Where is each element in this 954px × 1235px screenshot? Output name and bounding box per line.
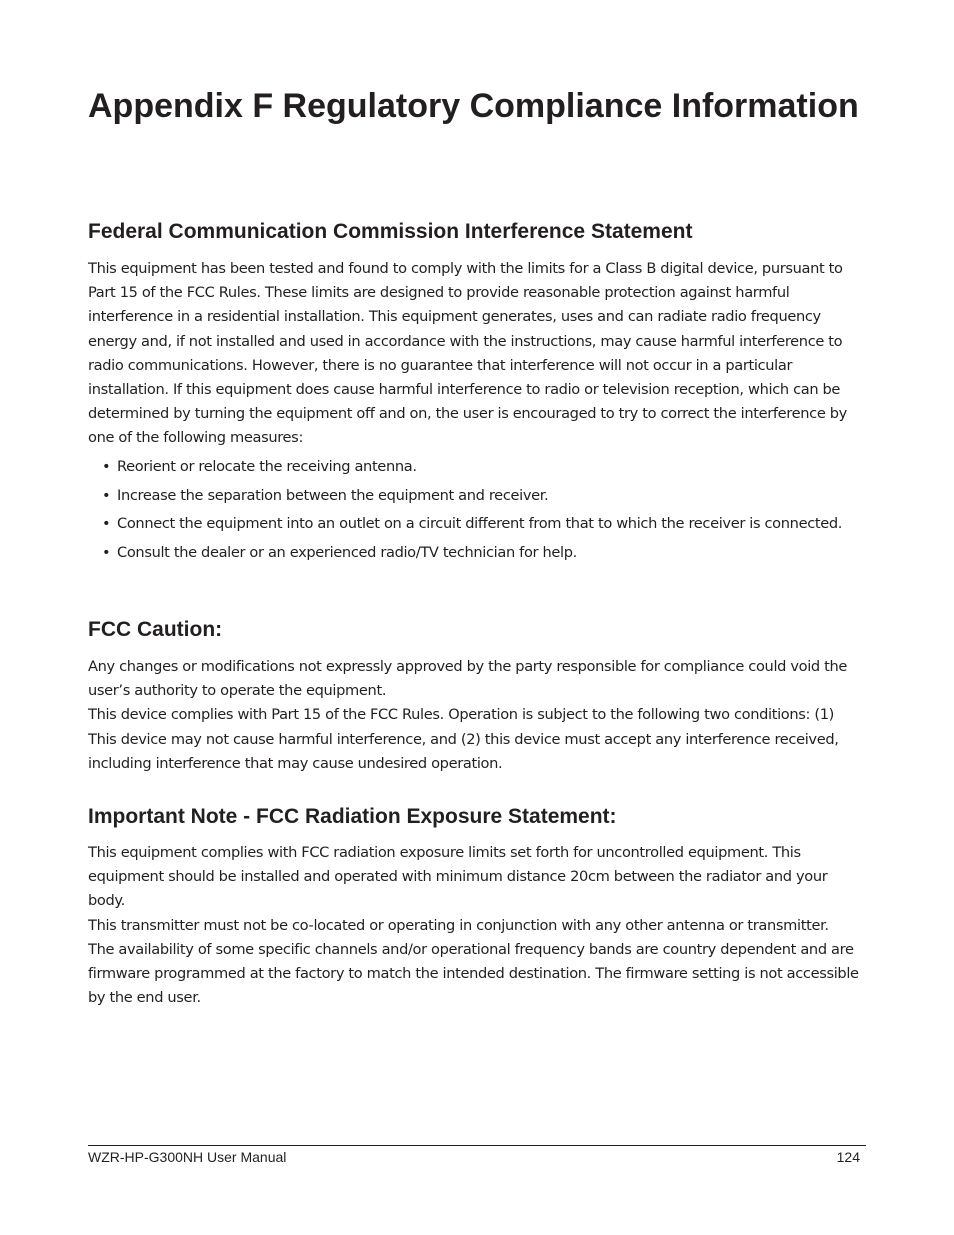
paragraph: This device complies with Part 15 of the FCC Rules. Operation is subject to the following two conditions: (1) This device may not cause harmful interference, and (2) this device must accept any interference received, including interference that may cause undesired operation. <box>88 706 839 772</box>
paragraph: This equipment has been tested and found to comply with the limits for a Class B digital device, pursuant to Part 15 of the FCC Rules. These limits are designed to provide reasonable protection against harmful interference in a residential installation. This equipment generates, uses and can radiate radio frequency energy and, if not installed and used in accordance with the instructions, may cause harmful interference to radio communications. However, there is no guarantee that interference will not occur in a particular installation. If this equipment does cause harmful interference to radio or television reception, which can be determined by turning the equipment off and on, the user is encouraged to try to correct the interference by one of the following measures: <box>88 260 847 447</box>
section-body-fcc-interference <box>88 257 866 451</box>
paragraph: Any changes or modifications not expressly approved by the party responsible for compliance could void the user’s authority to operate the equipment. <box>88 658 848 700</box>
section-body-radiation-exposure <box>88 841 866 1010</box>
list-item: • Consult the dealer or an experienced radio/TV technician for help. <box>88 541 866 565</box>
section-heading-radiation-exposure: Important Note - FCC Radiation Exposure Statement: <box>88 805 617 828</box>
bullet-icon: • <box>102 458 111 475</box>
section-heading-fcc-caution: FCC Caution: <box>88 618 223 641</box>
bullet-icon: • <box>102 515 111 533</box>
bullet-icon: • <box>102 543 111 561</box>
list-item: • Reorient or relocate the receiving antenna. <box>88 455 866 479</box>
section-heading-fcc-interference: Federal Communication Commission Interference Statement <box>88 220 693 243</box>
paragraph: The availability of some specific channels and/or operational frequency bands are country dependent and are firmware programmed at the factory to match the intended destination. The firmware setting is not accessible by the end user. <box>88 940 859 1007</box>
section-body-fcc-caution <box>88 655 866 776</box>
footer-divider <box>88 1145 866 1146</box>
bullet-icon: • <box>102 486 111 504</box>
measures-list <box>88 455 866 569</box>
list-item: • Increase the separation between the equipment and receiver. <box>88 484 866 508</box>
list-item: • Connect the equipment into an outlet on a circuit different from that to which the receiver is connected. <box>88 512 866 536</box>
paragraph: This equipment complies with FCC radiation exposure limits set forth for uncontrolled equipment. This equipment should be installed and operated with minimum distance 20cm between the radiator and your body. <box>88 844 828 910</box>
footer-manual-name: WZR-HP-G300NH User Manual <box>88 1149 287 1165</box>
page-title: Appendix F Regulatory Compliance Information <box>88 87 859 125</box>
footer-page-number: 124 <box>836 1149 860 1165</box>
paragraph: This transmitter must not be co-located or operating in conjunction with any other antenna or transmitter. <box>88 916 829 934</box>
